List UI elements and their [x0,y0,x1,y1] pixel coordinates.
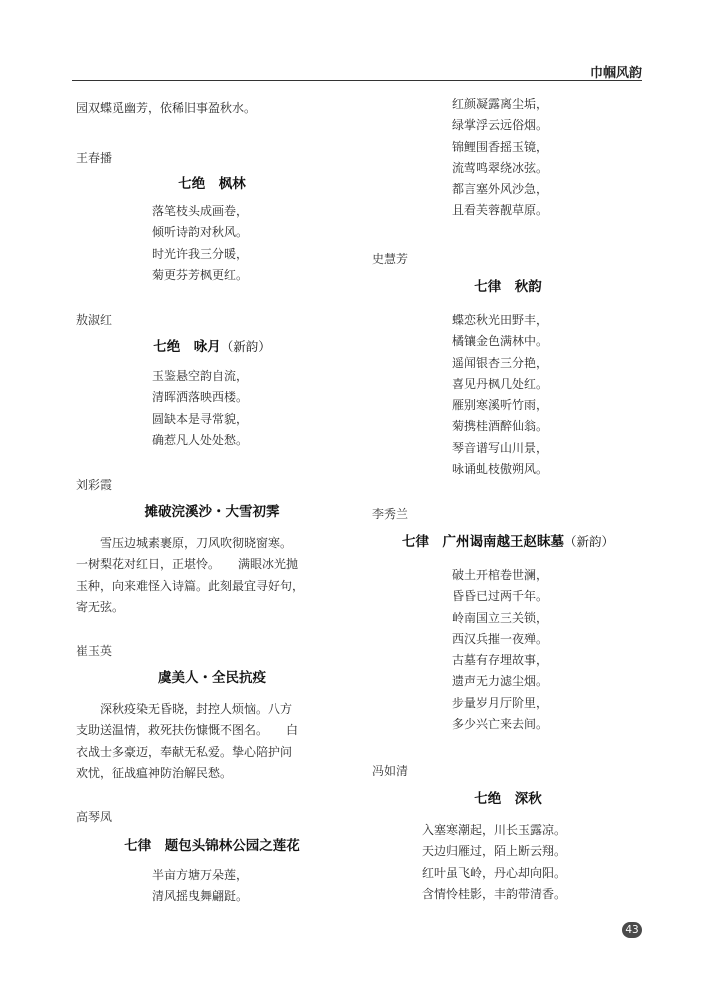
author-name: 崔玉英 [76,644,113,658]
poem-line: 入塞寒潮起，川长玉露凉。 [422,823,567,837]
poem-line: 岭南国立三关锁， [452,610,549,625]
poem-line: 雪压边城素裹原，刀风吹彻晓窗寒。 [100,536,293,550]
poem-line: 红颜凝露离尘垢， [452,97,549,111]
poem-line: 雁别寒溪听竹雨， [452,398,549,413]
poem-line: 半亩方塘万朵莲， [152,868,249,882]
poem-line: 玉鉴悬空韵自流， [152,369,249,383]
poem-title [76,335,348,355]
poem-line: 昏昏已过两千年。 [452,589,549,604]
poem-title-note: （新韵） [220,339,271,354]
poem-body [452,565,548,735]
poem-line: 菊更芬芳枫更红。 [152,267,249,282]
poem-line: 绿掌浮云远俗烟。 [452,118,549,133]
poem-line: 圆缺本是寻常貌， [152,411,249,426]
poem-line: 寄无弦。 [76,599,125,614]
poem-title-note: （新韵） [563,534,614,549]
poem-line: 步量岁月厅阶里， [452,695,549,710]
section-title: 巾帼风韵 [589,66,642,81]
poem-line: 都言塞外风沙急， [452,182,549,197]
poem-title: 摊破浣溪沙・大雪初霁 [144,504,280,520]
poem-line: 蝶恋秋光田野丰， [452,313,549,327]
poem-line: 确惹凡人处处愁。 [152,432,249,447]
poem-title: 七律 秋韵 [474,279,542,295]
poem-body [452,94,548,222]
poem-line: 琴音谱写山川景， [452,440,549,455]
poem-body [76,699,348,784]
poem-line: 西汉兵摧一夜殚。 [452,631,549,646]
poem-line: 落笔枝头成画卷， [152,204,249,218]
poem-line: 倾听诗韵对秋风。 [152,225,249,240]
poem-line: 衣战士多豪迈，奉献无私爱。挚心陪护问 [76,744,293,759]
poem-line: 橘镶金色满林中。 [452,334,549,349]
poem-title: 七绝 枫林 [178,176,246,192]
author-name: 敖淑红 [76,313,113,327]
poem-body [152,366,248,451]
poem-line: 支助送温情，救死扶伤慷慨不图名。 白 [76,723,299,738]
poem-line: 玉种，向来难怪入诗篇。此刻最宜寻好句， [76,578,305,593]
author-name: 高琴凤 [76,810,113,824]
author-name: 冯如清 [372,764,409,778]
poem-line: 菊携桂酒醉仙翁。 [452,419,549,434]
poem-body [422,820,566,905]
poem-title-text: 七律 广州谒南越王赵眜墓 [401,534,564,550]
header-rule [72,80,642,81]
poem-body [152,865,248,908]
poem-line: 园双蝶觅幽芳，依稀旧事盈秋水。 [76,101,257,115]
poem-title-text: 七绝 咏月 [153,339,221,355]
author-name: 刘彩霞 [76,478,113,492]
poem-line: 咏诵虬枝傲朔风。 [452,462,549,477]
poem-line: 红叶虽飞岭，丹心却向阳。 [422,865,567,880]
poem-title: 七律 题包头锦林公园之莲花 [124,838,300,854]
intro-line [76,98,256,119]
poem-line: 遗声无力滤尘烟。 [452,674,549,689]
page-number-badge: 43 [622,922,642,938]
poem-line: 一树梨花对红日，正堪怜。 满眼冰光抛 [76,557,299,572]
poem-line: 欢忧，征战瘟神防治解民愁。 [76,765,233,780]
poem-line: 含情怜桂影，丰韵带清香。 [422,886,567,901]
author-name: 史慧芳 [372,252,409,266]
poem-title: 七绝 深秋 [474,791,542,807]
poem-line: 天边归雁过，陌上断云翔。 [422,844,567,859]
poem-title: 虞美人・全民抗疫 [158,670,266,686]
poem-line: 清风摇曳舞翩跹。 [152,889,249,904]
poem-body [152,201,248,286]
poem-line: 遥闻银杏三分艳， [452,355,549,370]
poem-line: 流莺鸣翠绕冰弦。 [452,160,549,175]
poem-line: 且看芙蓉靓草原。 [452,203,549,218]
poem-line: 清晖洒落映西楼。 [152,390,249,405]
poem-line: 喜见丹枫几处红。 [452,376,549,391]
poem-line: 古墓有存埋故事， [452,653,549,668]
author-name: 王春播 [76,151,113,165]
poem-line: 多少兴亡来去间。 [452,717,549,732]
poem-line: 深秋疫染无昏晓，封控人烦恼。八方 [100,702,293,716]
poem-body [76,533,348,618]
poem-title [372,530,644,550]
poem-body [452,310,548,480]
poem-line: 破土开棺卷世澜， [452,568,549,582]
poem-line: 时光许我三分暖， [152,246,249,261]
author-name: 李秀兰 [372,507,409,521]
poem-line: 锦鲤围香摇玉镜， [452,139,549,154]
